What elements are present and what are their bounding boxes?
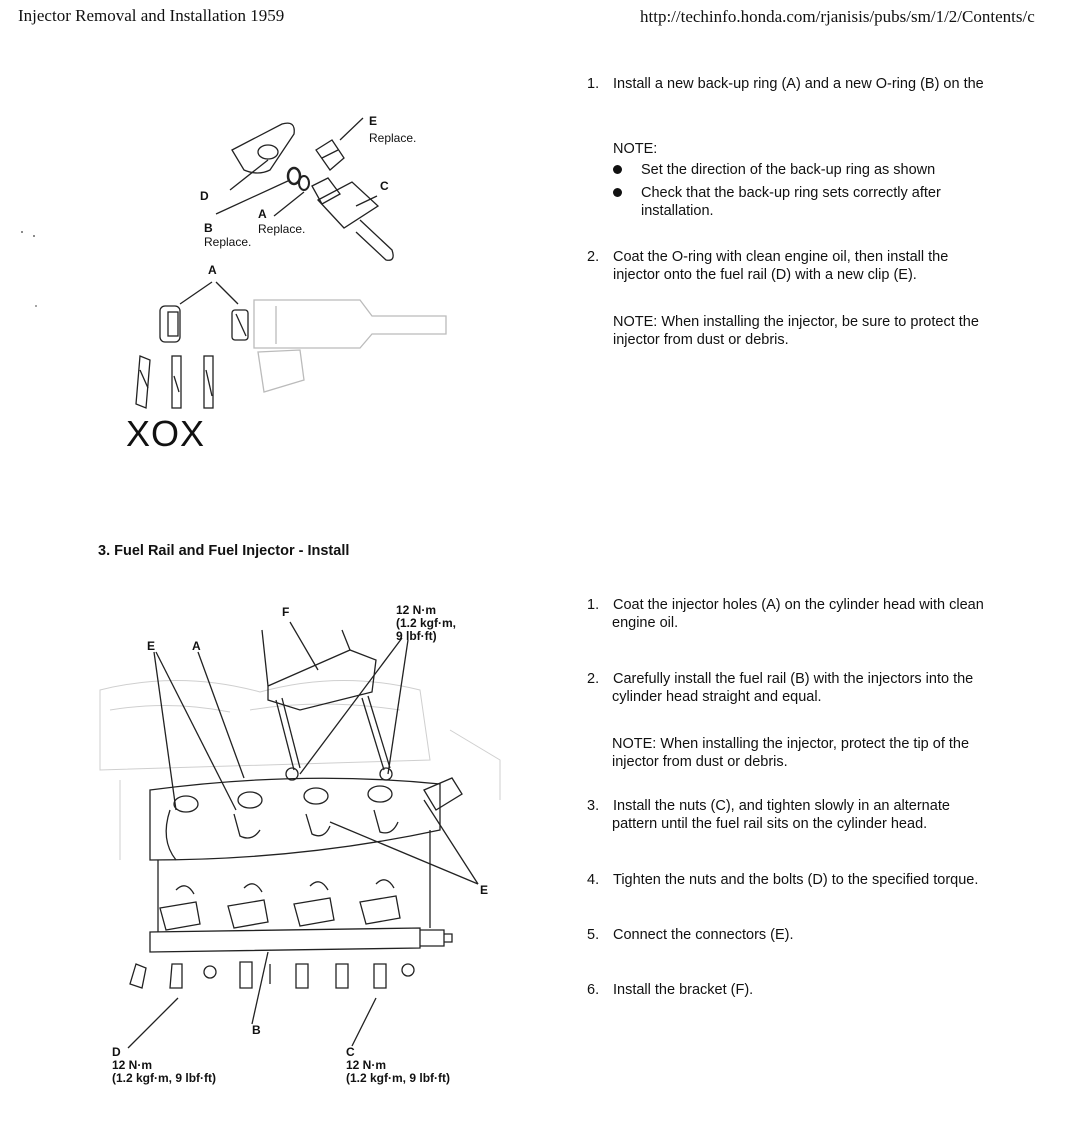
- step-text: Tighten the nuts and the bolts (D) to the specified torque.: [613, 872, 979, 888]
- fuel-rail-diagram: [0, 560, 540, 1100]
- rail-injectors: [160, 880, 400, 930]
- label-e-replace: Replace.: [369, 131, 417, 145]
- label-a: A: [192, 639, 201, 653]
- step-number: 5.: [587, 927, 600, 943]
- bullet-text: Check that the back-up ring sets correctly after: [641, 185, 941, 201]
- page-url: http://techinfo.honda.com/rjanisis/pubs/sm/1/2/Contents/c: [640, 7, 1035, 26]
- label-b: B: [204, 221, 213, 235]
- label-c: C: [346, 1045, 355, 1059]
- step-text-continued: cylinder head straight and equal.: [612, 689, 822, 705]
- note-text-continued: injector from dust or debris.: [612, 754, 788, 770]
- step-text-continued: injector onto the fuel rail (D) with a new clip (E).: [613, 267, 917, 283]
- note-text-continued: injector from dust or debris.: [613, 332, 789, 348]
- step-number: 3.: [587, 798, 600, 814]
- torque-c-line-2: (1.2 kgf·m, 9 lbf·ft): [346, 1071, 450, 1085]
- step-number: 1.: [587, 597, 600, 613]
- step-text: Carefully install the fuel rail (B) with the injectors into the: [613, 671, 974, 687]
- torque-top-line-2: (1.2 kgf·m,: [396, 616, 457, 630]
- step-text: Coat the O-ring with clean engine oil, then install the: [613, 249, 949, 265]
- step-text: Install the nuts (C), and tighten slowly in an alternate: [613, 798, 950, 814]
- label-b-replace: Replace.: [204, 235, 252, 249]
- label-a-lower: A: [208, 263, 217, 277]
- torque-d-line-1: 12 N·m: [112, 1058, 153, 1072]
- label-a: A: [258, 207, 267, 221]
- note-label: NOTE:: [613, 141, 658, 157]
- fuel-rail-b: [150, 928, 420, 952]
- fuel-rail-part: [232, 123, 294, 173]
- step-text: Install the bracket (F).: [613, 982, 754, 998]
- label-d: D: [200, 189, 209, 203]
- step-text: Coat the injector holes (A) on the cylinder head with clean: [613, 597, 984, 613]
- bullet-text: Set the direction of the back-up ring as shown: [641, 162, 936, 178]
- step-text: Connect the connectors (E).: [613, 927, 794, 943]
- label-e-right: E: [480, 883, 489, 897]
- cylinder-head: [150, 778, 440, 860]
- step-number: 2.: [587, 249, 600, 265]
- step-text-continued: pattern until the fuel rail sits on the cylinder head.: [612, 816, 928, 832]
- torque-c-line-1: 12 N·m: [346, 1058, 387, 1072]
- label-f: F: [282, 605, 290, 619]
- section-title: 3. Fuel Rail and Fuel Injector - Install: [98, 543, 350, 559]
- torque-d-line-2: (1.2 kgf·m, 9 lbf·ft): [112, 1071, 216, 1085]
- torque-top-line-1: 12 N·m: [396, 603, 437, 617]
- bullet-dot: [613, 165, 622, 174]
- label-e: E: [369, 114, 378, 128]
- injector-body: [318, 182, 378, 228]
- bullet-dot: [613, 188, 622, 197]
- step-number: 4.: [587, 872, 600, 888]
- page-title: Injector Removal and Installation 1959: [18, 6, 285, 25]
- orientation-symbols: XOX: [126, 413, 206, 454]
- step-text-continued: engine oil.: [612, 615, 679, 631]
- label-a-replace: Replace.: [258, 222, 306, 236]
- label-b: B: [252, 1023, 261, 1037]
- note-text: NOTE: When installing the injector, be sure to protect the: [613, 314, 979, 330]
- label-e: E: [147, 639, 156, 653]
- bracket-f: [268, 650, 376, 710]
- step-text: Install a new back-up ring (A) and a new O-ring (B) on the: [613, 76, 984, 92]
- note-text: NOTE: When installing the injector, protect the tip of the: [612, 736, 970, 752]
- step-number: 2.: [587, 671, 600, 687]
- bullet-text-continued: installation.: [641, 203, 714, 219]
- torque-top-line-3: 9 lbf·ft): [396, 629, 437, 643]
- rail-bolts: [130, 962, 414, 988]
- label-d: D: [112, 1045, 121, 1059]
- step-number: 1.: [587, 76, 600, 92]
- step-number: 6.: [587, 982, 600, 998]
- label-c: C: [380, 179, 389, 193]
- injector-diagram: [0, 0, 480, 460]
